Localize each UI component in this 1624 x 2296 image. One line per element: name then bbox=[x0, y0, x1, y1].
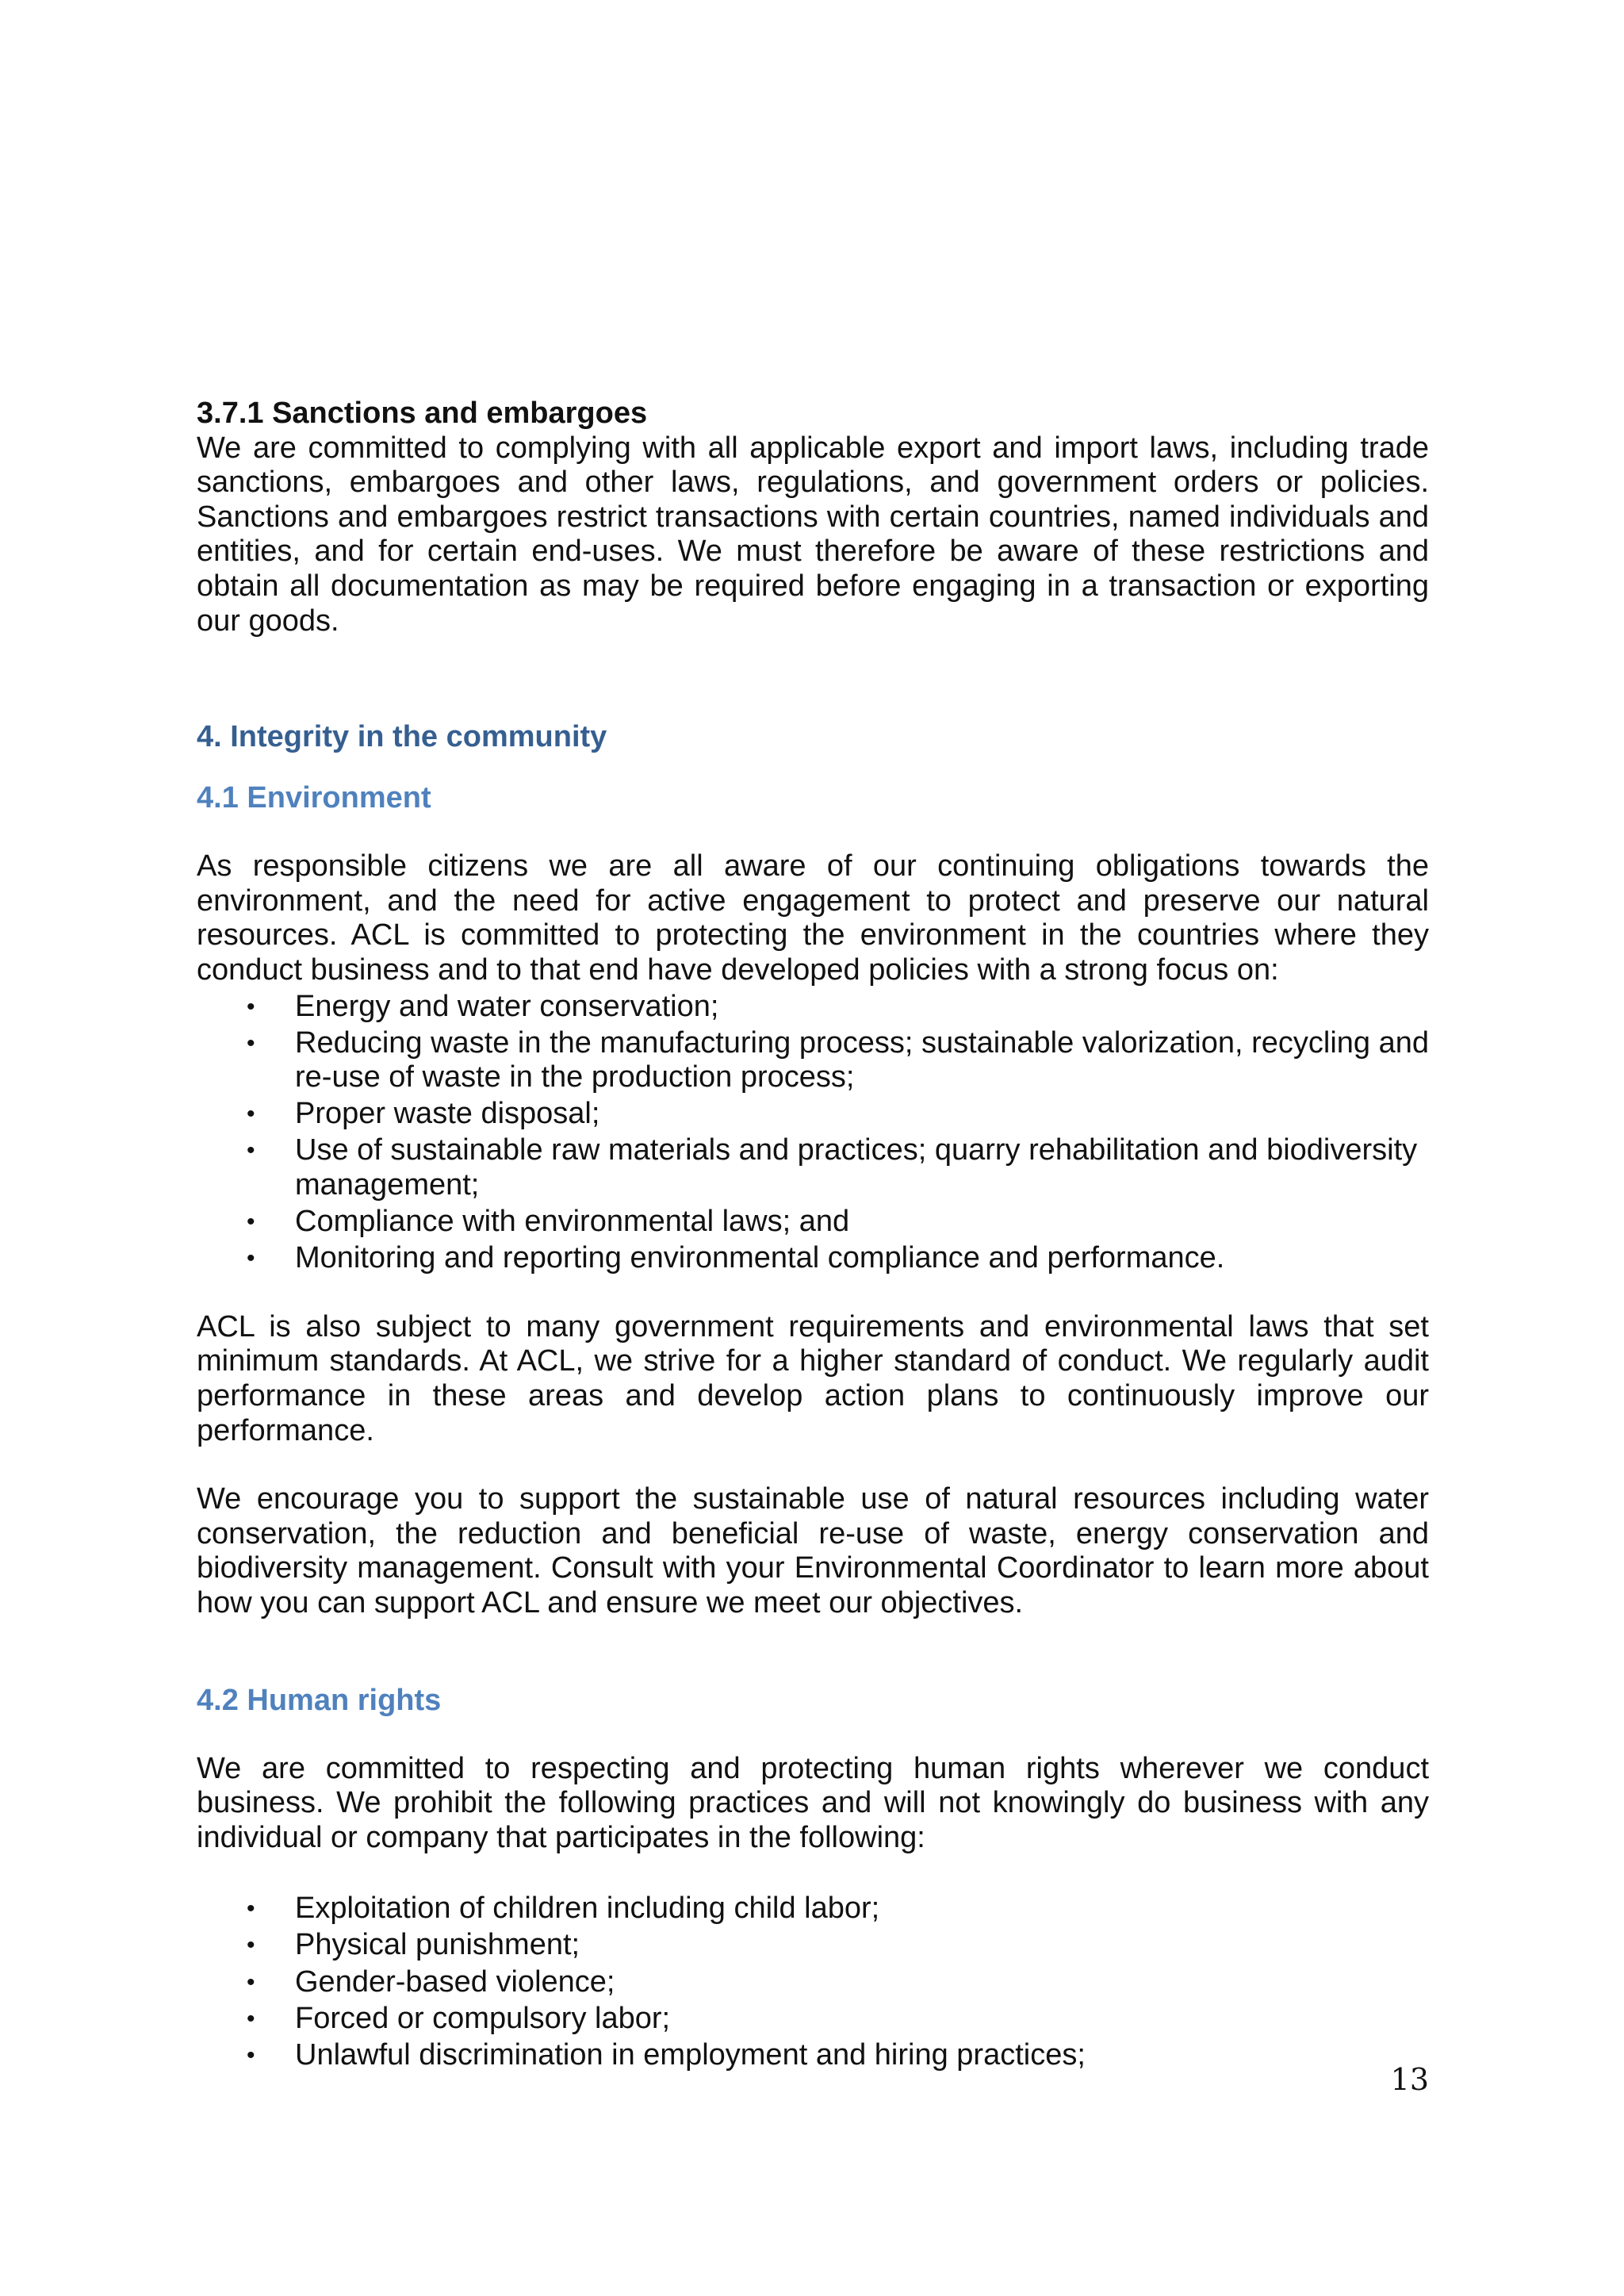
environment-paragraph-2: ACL is also subject to many government requirements and environmental laws that set minimum standards. At ACL, we strive for a higher standard of conduct. We regularly audit performance in these areas and develop action plans to continuously improve our performance. bbox=[197, 1309, 1429, 1447]
page-number: 13 bbox=[1390, 2062, 1429, 2097]
list-item-text: Forced or compulsory labor; bbox=[295, 2001, 671, 2035]
bullet-icon: • bbox=[247, 993, 255, 1020]
bullet-icon: • bbox=[247, 1101, 255, 1128]
list-item bbox=[197, 1892, 1429, 1926]
list-item bbox=[197, 1205, 1429, 1240]
list-item bbox=[197, 1241, 1429, 1276]
bullet-icon: • bbox=[247, 1932, 255, 1959]
list-item-text: Monitoring and reporting environmental compliance and performance. bbox=[295, 1241, 1225, 1275]
sanctions-paragraph: We are committed to complying with all applicable export and import laws, including trade sanctions, embargoes and other laws, regulations, and government orders or policies. Sanctions and embargoes restrict transactions with certain countries, named individuals and entities, and for certain end-uses. We must therefore be aware of these restrictions and obtain all documentation as may be required before engaging in a transaction or exporting our goods. bbox=[197, 431, 1429, 638]
sanctions-heading: 3.7.1 Sanctions and embargoes bbox=[197, 397, 648, 430]
list-item-text: Proper waste disposal; bbox=[295, 1097, 600, 1131]
list-item bbox=[197, 2038, 1429, 2073]
human-rights-intro: We are committed to respecting and protecting human rights wherever we conduct business. We prohibit the following practices and will not knowingly do business with any individual or company that participates in the following: bbox=[197, 1751, 1429, 1854]
list-item bbox=[197, 990, 1429, 1025]
environment-intro: As responsible citizens we are all aware of our continuing obligations towards the environment, and the need for active engagement to protect and preserve our natural resources. ACL is committed to protecting the environment in the countries where they conduct business and to that end have developed policies with a strong focus on: bbox=[197, 849, 1429, 987]
community-heading: 4. Integrity in the community bbox=[197, 720, 607, 754]
list-item-text: Unlawful discrimination in employment and hiring practices; bbox=[295, 2037, 1086, 2072]
bullet-icon: • bbox=[247, 2041, 255, 2068]
list-item-text: Reducing waste in the manufacturing process; sustainable valorization, recycling and re-use of waste in the production process; bbox=[295, 1025, 1430, 1094]
bullet-icon: • bbox=[247, 1245, 255, 1272]
list-item bbox=[197, 2002, 1429, 2037]
bullet-icon: • bbox=[247, 2005, 255, 2032]
environment-bullet-list bbox=[197, 990, 1429, 1276]
bullet-icon: • bbox=[247, 1968, 255, 1995]
bullet-icon: • bbox=[247, 1137, 255, 1164]
list-item-text: Energy and water conservation; bbox=[295, 989, 719, 1023]
human-rights-bullet-list bbox=[197, 1892, 1429, 2072]
bullet-icon: • bbox=[247, 1895, 255, 1922]
document-page bbox=[197, 397, 1429, 2075]
list-item-text: Compliance with environmental laws; and bbox=[295, 1205, 850, 1239]
list-item bbox=[197, 1928, 1429, 1963]
list-item-text: Exploitation of children including child labor; bbox=[295, 1892, 880, 1926]
bullet-icon: • bbox=[247, 1029, 255, 1056]
list-item bbox=[197, 1965, 1429, 2000]
list-item bbox=[197, 1133, 1429, 1202]
list-item-text: Gender-based violence; bbox=[295, 1964, 615, 1999]
environment-heading: 4.1 Environment bbox=[197, 781, 431, 815]
list-item-text: Use of sustainable raw materials and practices; quarry rehabilitation and biodiversity management; bbox=[295, 1133, 1418, 1202]
list-item-text: Physical punishment; bbox=[295, 1928, 580, 1962]
list-item bbox=[197, 1097, 1429, 1132]
list-item bbox=[197, 1026, 1429, 1095]
environment-paragraph-3: We encourage you to support the sustainable use of natural resources including water conservation, the reduction and beneficial re-use of waste, energy conservation and biodiversity management. Consult with your Environmental Coordinator to learn more about how you can support ACL and ensure we meet our objectives. bbox=[197, 1482, 1429, 1619]
bullet-icon: • bbox=[247, 1209, 255, 1236]
human-rights-heading: 4.2 Human rights bbox=[197, 1683, 442, 1717]
